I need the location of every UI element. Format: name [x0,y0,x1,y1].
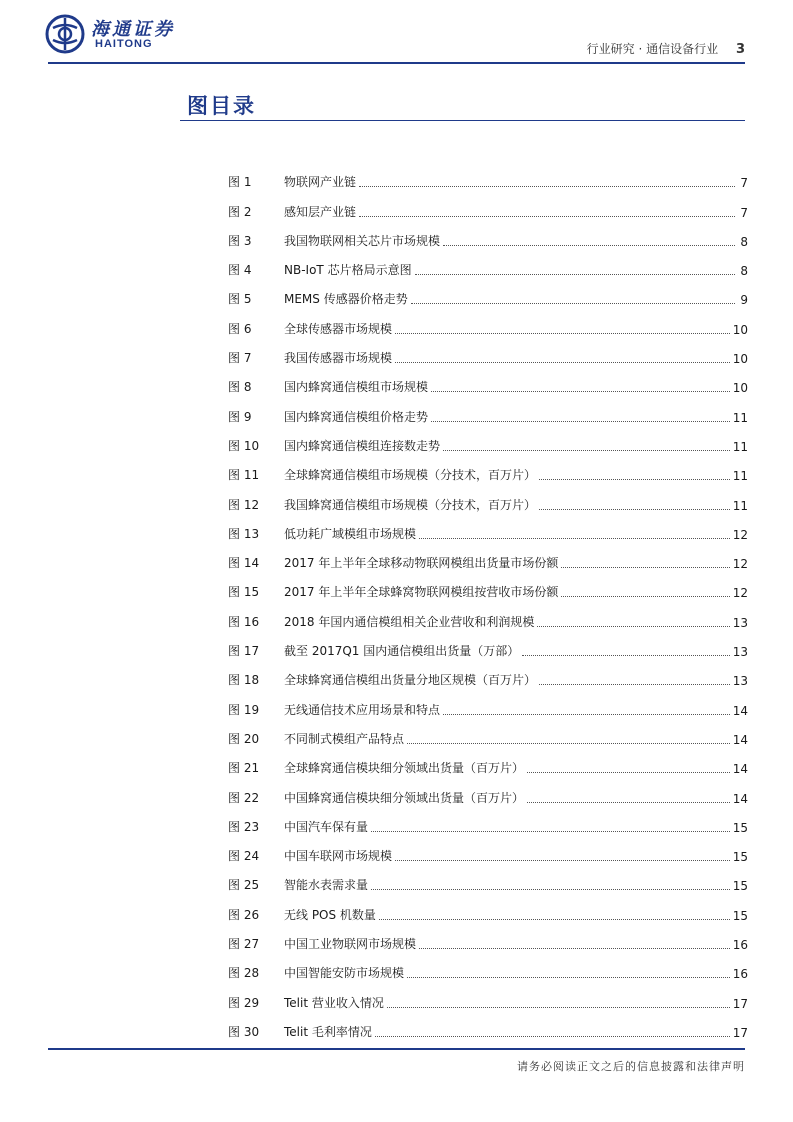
toc-entry-title: 截至 2017Q1 国内通信模组出货量（万部） [284,644,520,659]
toc-entry[interactable] [228,425,748,454]
toc-entry-title: 无线 POS 机数量 [284,907,376,922]
toc-entry-label: 图 13 [228,526,260,541]
toc-entry-title: 智能水表需求量 [284,878,369,893]
toc-entry-page: 16 [732,938,748,953]
toc-leader-dots [539,683,730,685]
toc-entry-page: 14 [732,791,748,806]
toc-entry[interactable] [228,688,748,717]
toc-entry-title: 国内蜂窝通信模组连接数走势 [284,438,441,453]
toc-leader-dots [375,1035,730,1037]
toc-entry[interactable] [228,1011,748,1040]
toc-entry-page: 10 [732,352,748,367]
toc-entry-title: 我国蜂窝通信模组市场规模（分技术，百万片） [284,497,537,512]
toc-leader-dots [395,361,730,363]
figure-toc-list [228,161,748,1040]
toc-entry-label: 图 2 [228,204,252,219]
toc-entry-label: 图 11 [228,468,260,483]
toc-entry-page: 12 [732,586,748,601]
toc-entry-page: 11 [732,469,748,484]
footer-disclaimer: 请务必阅读正文之后的信息披露和法律声明 [517,1060,745,1073]
toc-entry-label: 图 16 [228,614,260,629]
toc-leader-dots [371,830,730,832]
toc-leader-dots [411,302,735,304]
toc-leader-dots [387,1006,730,1008]
toc-entry-page: 13 [732,645,748,660]
toc-leader-dots [395,859,730,861]
toc-leader-dots [431,420,730,422]
toc-entry-page: 16 [732,967,748,982]
toc-entry-title: 低功耗广域模组市场规模 [284,526,417,541]
toc-entry[interactable] [228,806,748,835]
toc-entry-label: 图 27 [228,937,260,952]
toc-entry[interactable] [228,190,748,219]
toc-entry-page: 17 [732,996,748,1011]
toc-entry-label: 图 4 [228,263,252,278]
page-title: 图目录 [187,94,256,118]
toc-entry[interactable] [228,630,748,659]
toc-leader-dots [527,771,730,773]
toc-leader-dots [359,185,735,187]
toc-leader-dots [431,390,730,392]
toc-entry[interactable] [228,893,748,922]
toc-entry[interactable] [228,513,748,542]
toc-leader-dots [539,508,730,510]
toc-entry-page: 15 [732,820,748,835]
toc-entry-page: 14 [732,762,748,777]
toc-entry-label: 图 24 [228,849,260,864]
toc-entry-page: 14 [732,703,748,718]
toc-leader-dots [407,742,730,744]
toc-entry-page: 8 [740,234,748,249]
toc-entry-label: 图 22 [228,790,260,805]
logo-text-en: HAITONG [95,38,153,50]
toc-leader-dots [371,888,730,890]
toc-entry[interactable] [228,220,748,249]
toc-entry-title: 全球蜂窝通信模组市场规模（分技术，百万片） [284,468,537,483]
toc-entry-page: 11 [732,439,748,454]
haitong-logo-icon [45,14,85,54]
toc-entry-label: 图 30 [228,1024,260,1039]
toc-entry-title: 全球蜂窝通信模块细分领域出货量（百万片） [284,761,525,776]
toc-entry-label: 图 18 [228,673,260,688]
toc-entry-page: 17 [732,1025,748,1040]
toc-entry[interactable] [228,923,748,952]
toc-leader-dots [359,215,735,217]
toc-leader-dots [443,449,730,451]
toc-entry[interactable] [228,718,748,747]
toc-leader-dots [561,566,729,568]
toc-entry-title: 2018 年国内通信模组相关企业营收和利润规模 [284,614,535,629]
toc-entry-page: 9 [740,293,748,308]
toc-entry-label: 图 8 [228,380,252,395]
toc-entry[interactable] [228,747,748,776]
toc-entry-label: 图 28 [228,966,260,981]
toc-leader-dots [407,976,730,978]
toc-leader-dots [415,273,735,275]
toc-entry-page: 10 [732,322,748,337]
logo-text-cn: 海通证券 [91,19,175,40]
toc-entry[interactable] [228,864,748,893]
toc-entry-title: 中国汽车保有量 [284,819,369,834]
toc-entry-label: 图 10 [228,438,260,453]
toc-entry-title: 中国工业物联网市场规模 [284,937,417,952]
header-divider [48,62,745,64]
toc-entry-page: 7 [740,205,748,220]
toc-entry-page: 15 [732,908,748,923]
toc-entry[interactable] [228,542,748,571]
toc-entry-label: 图 29 [228,995,260,1010]
toc-entry-page: 13 [732,615,748,630]
toc-leader-dots [443,244,735,246]
toc-entry-page: 7 [740,176,748,191]
toc-entry-page: 13 [732,674,748,689]
header-section: 行业研究 · 通信设备行业 [586,42,719,56]
toc-entry-title: Telit 营业收入情况 [284,995,384,1010]
toc-entry-label: 图 19 [228,702,260,717]
toc-entry[interactable] [228,776,748,805]
toc-entry-label: 图 1 [228,175,252,190]
toc-entry-label: 图 5 [228,292,252,307]
page-header [587,40,745,57]
toc-entry-page: 10 [732,381,748,396]
toc-leader-dots [419,947,730,949]
footer-divider [48,1048,745,1050]
toc-entry[interactable] [228,366,748,395]
toc-entry-title: 全球蜂窝通信模组出货量分地区规模（百万片） [284,673,537,688]
toc-entry-page: 12 [732,527,748,542]
toc-entry[interactable] [228,395,748,424]
toc-entry-label: 图 23 [228,819,260,834]
toc-entry[interactable] [228,659,748,688]
toc-entry-title: 感知层产业链 [284,204,357,219]
toc-entry-title: 无线通信技术应用场景和特点 [284,702,441,717]
toc-leader-dots [527,801,730,803]
toc-entry-title: 2017 年上半年全球移动物联网模组出货量市场份额 [284,556,559,571]
toc-entry[interactable] [228,483,748,512]
title-divider [180,120,745,121]
toc-entry-title: 中国蜂窝通信模块细分领域出货量（百万片） [284,790,525,805]
toc-entry-page: 15 [732,879,748,894]
toc-entry[interactable] [228,454,748,483]
toc-entry-label: 图 6 [228,321,252,336]
toc-entry[interactable] [228,600,748,629]
toc-entry[interactable] [228,571,748,600]
toc-leader-dots [395,332,730,334]
toc-entry[interactable] [228,981,748,1010]
toc-entry[interactable] [228,161,748,190]
toc-entry-title: 我国传感器市场规模 [284,351,393,366]
toc-entry-label: 图 7 [228,351,252,366]
toc-entry-label: 图 14 [228,556,260,571]
toc-leader-dots [443,713,730,715]
toc-entry-label: 图 9 [228,409,252,424]
toc-entry-page: 12 [732,557,748,572]
toc-entry-label: 图 26 [228,907,260,922]
toc-entry-title: 2017 年上半年全球蜂窝物联网模组按营收市场份额 [284,585,559,600]
toc-entry[interactable] [228,278,748,307]
toc-leader-dots [537,625,729,627]
toc-entry[interactable] [228,307,748,336]
toc-entry-title: Telit 毛利率情况 [284,1024,372,1039]
toc-entry-title: MEMS 传感器价格走势 [284,292,408,307]
toc-entry-title: 中国车联网市场规模 [284,849,393,864]
company-logo [45,14,185,54]
toc-entry[interactable] [228,249,748,278]
toc-entry-title: NB-IoT 芯片格局示意图 [284,263,412,278]
toc-entry-title: 中国智能安防市场规模 [284,966,405,981]
toc-entry-label: 图 20 [228,731,260,746]
toc-entry[interactable] [228,952,748,981]
toc-leader-dots [561,595,729,597]
toc-entry-title: 国内蜂窝通信模组市场规模 [284,380,429,395]
toc-leader-dots [539,478,730,480]
toc-entry-title: 不同制式模组产品特点 [284,731,405,746]
toc-entry-title: 全球传感器市场规模 [284,321,393,336]
toc-entry-title: 我国物联网相关芯片市场规模 [284,233,441,248]
toc-entry-title: 物联网产业链 [284,175,357,190]
toc-entry-title: 国内蜂窝通信模组价格走势 [284,409,429,424]
toc-entry-label: 图 25 [228,878,260,893]
toc-leader-dots [419,537,730,539]
toc-entry-page: 11 [732,410,748,425]
toc-entry-label: 图 17 [228,644,260,659]
page-number: 3 [735,42,745,57]
toc-leader-dots [379,918,730,920]
toc-entry-page: 8 [740,264,748,279]
toc-entry[interactable] [228,835,748,864]
toc-entry-label: 图 3 [228,233,252,248]
toc-entry-page: 15 [732,850,748,865]
toc-entry-label: 图 21 [228,761,260,776]
toc-entry-page: 14 [732,732,748,747]
toc-entry-label: 图 12 [228,497,260,512]
toc-entry[interactable] [228,337,748,366]
toc-entry-page: 11 [732,498,748,513]
toc-leader-dots [522,654,729,656]
toc-entry-label: 图 15 [228,585,260,600]
